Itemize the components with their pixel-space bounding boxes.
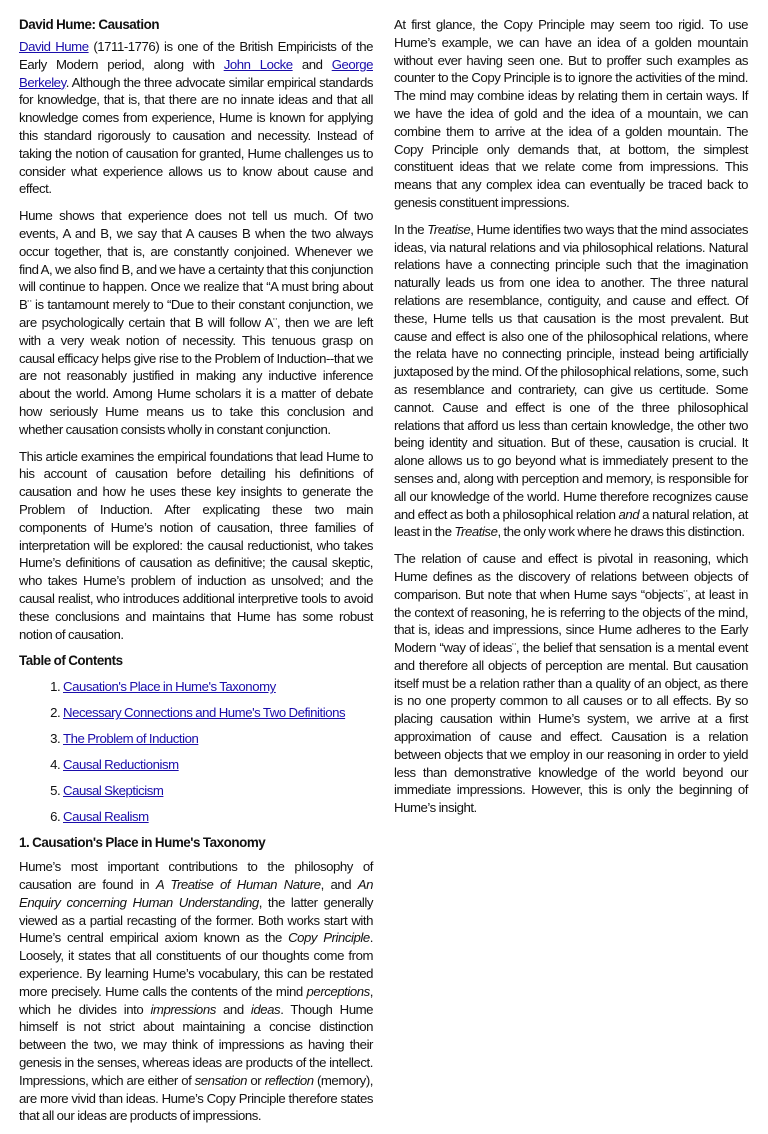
toc-link-reductionism[interactable]: Causal Reductionism <box>63 757 179 773</box>
toc-item <box>63 678 373 696</box>
toc-item <box>63 756 373 774</box>
paragraph-experience: Hume shows that experience does not tell us much. Of two events, A and B, we say that A causes B when the two always occur together, that is, are constantly conjoined. Whenever we find A, we also find B, and we have a certainty that this conjunction will continue to happen. Once we realize that “A must bring about B¨ is tantamount merely to “Due to their constant conjunction, we are psychologically certain that B will follow A¨, then we are left with a very weak notion of necessity. This tenuous grasp on causal efficacy helps give rise to the Problem of Induction--that we are not reasonably justified in making any inductive inference about the world. Among Hume scholars it is a matter of debate how seriously Hume means us to take this conclusion and whether causation consists wholly in constant conjunction. <box>19 208 373 437</box>
toc-link-taxonomy[interactable]: Causation's Place in Hume's Taxonomy <box>63 679 276 695</box>
section-1-paragraph-reasoning: The relation of cause and effect is pivotal in reasoning, which Hume defines as the discovery of relations between objects of comparison. But note that when Hume says “objects¨, at least in the context of reasoning, he is referring to the objects of the mind, that is, ideas and impressions, since Hume adheres to the Early Modern “way of ideas¨, the belief that sensation is a mental event and therefore all objects of perception are mental. But causation itself must be a relation rather than a quality of an object, as there is no one property common to all causes or to all effects. By so placing causation within Hume’s system, we arrive at a first approximation of cause and effect. Causation is a relation between objects that we employ in our reasoning in order to yield less than demonstrative knowledge of the world beyond our immediate impressions. However, this is only the beginning of Hume’s insight. <box>394 551 748 816</box>
toc-link-realism[interactable]: Causal Realism <box>63 809 149 825</box>
toc-link-induction[interactable]: The Problem of Induction <box>63 731 199 747</box>
section-1-heading: 1. Causation's Place in Hume's Taxonomy <box>19 835 266 851</box>
link-george-berkeley[interactable]: George Berkeley <box>19 56 373 90</box>
toc-title: Table of Contents <box>19 653 123 669</box>
link-john-locke[interactable]: John Locke <box>223 56 293 72</box>
paragraph-overview: This article examines the empirical foundations that lead Hume to his account of causation before detailing his definitions of causation and how he uses these key insights to generate the Problem of Induction. After explicating these two main components of Hume’s notion of causation, three families of interpretation will be explored: the causal reductionist, who takes Hume’s definitions of causation as definitive; the causal skeptic, who takes Hume’s problem of induction as unsolved; and the causal realist, who introduces additional interpretive tools to avoid these conclusions and maintains that Hume has some robust notion of causation. <box>19 448 373 642</box>
article-title: David Hume: Causation <box>19 17 160 32</box>
right-column <box>394 16 748 1134</box>
toc-item <box>63 704 373 722</box>
section-1-paragraph-relations: In the Treatise, Hume identifies two ways that the mind associates ideas, via natural relations and via philosophical relations. Natural relations have a connecting principle such that the imagination naturally leads us from one idea to another. The three natural relations are resemblance, contiguity, and cause and effect. Of these, Hume tells us that causation is the most prevalent. But cause and effect is also one of the philosophical relations, where the relata have no connecting principle, instead being artificially juxtaposed by the mind. Of the philosophical relations, some, such as resemblance and contrariety, can give us certitude. Some cannot. Cause and effect is one of the three philosophical relations that afford us less than certain knowledge, the other two being identity and situation. But of these, causation is crucial. It alone allows us to go beyond what is immediately present to the senses and, along with perception and memory, is responsible for all our knowledge of the world. Hume therefore recognizes cause and effect as both a philosophical relation and a natural relation, at least in the Treatise, the only work where he draws this distinction. <box>394 221 749 540</box>
section-1-paragraph-copy-principle: Hume’s most important contributions to the philosophy of causation are found in A Treatise of Human Nature, and An Enquiry concerning Human Understanding, the latter generally viewed as a partial recasting of the former. Both works start with Hume’s central empirical axiom known as the Copy Principle. Loosely, it states that all constituents of our thoughts come from experience. By learning Hume’s vocabulary, this can be restated more precisely. Hume calls the contents of the mind perceptions, which he divides into impressions and ideas. Though Hume himself is not strict about maintaining a concise distinction between the two, we may think of impressions as having their genesis in the senses, whereas ideas are products of the intellect. Impressions, which are either of sensation or reflection (memory), are more vivid than ideas. Hume’s Copy Principle therefore states that all our ideas are products of impressions. <box>19 859 373 1124</box>
table-of-contents <box>19 678 373 826</box>
toc-item <box>63 730 373 748</box>
toc-item <box>63 808 373 826</box>
section-1-paragraph-golden-mountain: At first glance, the Copy Principle may seem too rigid. To use Hume’s example, we can have an idea of a golden mountain without ever having seen one. But to proffer such examples as counter to the Copy Principle is to ignore the activities of the mind. The mind may combine ideas by relating them in certain ways. If we have the idea of gold and the idea of a mountain, we can combine them to arrive at the idea of a golden mountain. The Copy Principle only demands that, at bottom, the simplest constituent ideas that we relate come from impressions. This means that any complex idea can eventually be traced back to genesis constituent impressions. <box>394 17 748 210</box>
toc-link-skepticism[interactable]: Causal Skepticism <box>63 783 164 799</box>
left-column <box>19 16 373 1134</box>
toc-link-definitions[interactable]: Necessary Connections and Hume's Two Definitions <box>63 705 346 721</box>
link-david-hume[interactable]: David Hume <box>19 39 89 54</box>
intro-paragraph: David Hume (1711-1776) is one of the British Empiricists of the Early Modern period, along with John Locke and George Berkeley. Although the three advocate similar empirical standards for knowledge, that is, that there are no innate ideas and that all knowledge comes from experience, Hume is known for applying this standard rigorously to causation and necessity. Instead of taking the notion of causation for granted, Hume challenges us to consider what experience allows us to know about cause and effect. <box>19 39 373 197</box>
toc-item <box>63 782 373 800</box>
